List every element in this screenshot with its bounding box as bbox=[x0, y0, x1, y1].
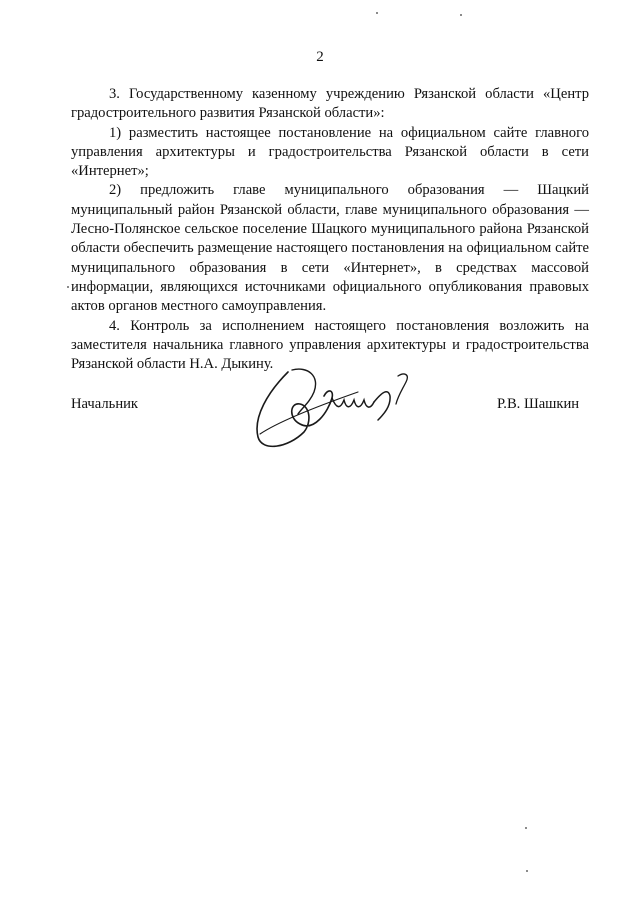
document-body bbox=[71, 85, 589, 374]
scan-speck bbox=[525, 827, 527, 829]
scan-speck bbox=[460, 14, 462, 16]
scan-speck bbox=[376, 12, 378, 14]
paragraph-3-1: 1) разместить настоящее постановление на официальном сайте главного управления архитектуры и градостроительства Рязанской области в сети «Интернет»; bbox=[71, 124, 589, 180]
paragraph-3: 3. Государственному казенному учреждению Рязанской области «Центр градостроительного развития Рязанской области»: bbox=[71, 86, 589, 122]
signer-position: Начальник bbox=[71, 396, 139, 412]
paragraph-4: 4. Контроль за исполнением настоящего постановления возложить на заместителя начальника главного управления архитектуры и градостроительства Рязанской области Н.А. Дыкину. bbox=[71, 317, 589, 373]
scan-speck bbox=[67, 286, 69, 288]
page-number: 2 bbox=[316, 49, 324, 65]
signer-name: Р.В. Шашкин bbox=[497, 396, 580, 412]
scan-speck bbox=[526, 870, 528, 872]
paragraph-3-2: 2) предложить главе муниципального образования — Шацкий муниципальный район Рязанской области, главе муниципального образования — Лесно-Полянское сельское поселение Шацкого муниципального района Рязанской области обеспечить размещение настоящего постановления на официальном сайте муниципального образования в сети «Интернет», в средствах массовой информации, являющихся источниками официального опубликования правовых актов органов местного самоуправления. bbox=[71, 182, 589, 315]
handwritten-signature bbox=[248, 362, 420, 458]
